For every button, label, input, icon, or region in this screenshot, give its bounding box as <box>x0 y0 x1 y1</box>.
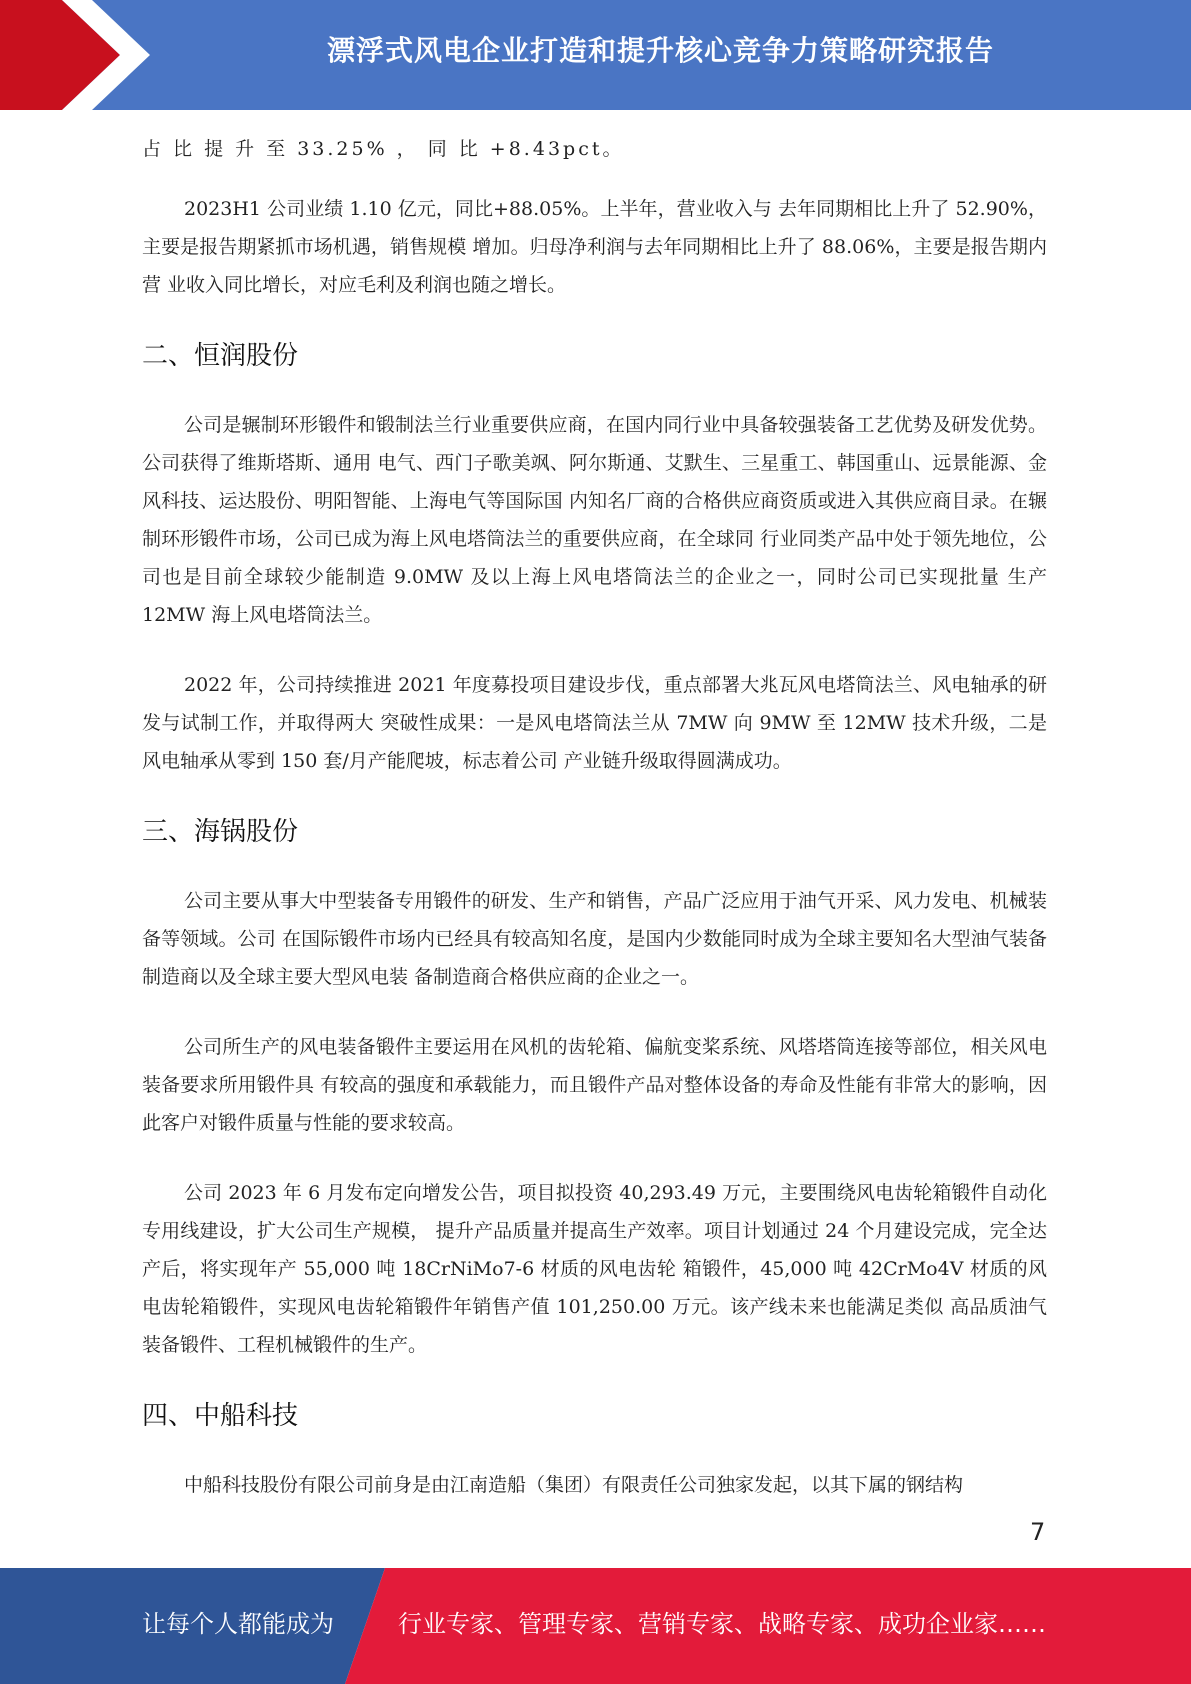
paragraph-haiguo-overview: 公司主要从事大中型装备专用锻件的研发、生产和销售，产品广泛应用于油气开采、风力发电、机械装备等领域。公司 在国际锻件市场内已经具有较高知名度，是国内少数能同时成为全球主要知名大型油气装备制造商以及全球主要大型风电装 备制造商合格供应商的企业之一。 <box>142 890 1047 988</box>
footer-banner <box>0 1568 1191 1684</box>
report-title: 漂浮式风电企业打造和提升核心竞争力策略研究报告 <box>326 34 994 67</box>
footer-slogan-right: 行业专家、管理专家、营销专家、战略专家、成功企业家…… <box>398 1610 1046 1638</box>
paragraph-haiguo-forgings: 公司所生产的风电装备锻件主要运用在风机的齿轮箱、偏航变桨系统、风塔塔筒连接等部位，相关风电装备要求所用锻件具 有较高的强度和承载能力，而且锻件产品对整体设备的寿命及性能有非常大的影响，因此客户对锻件质量与性能的要求较高。 <box>142 1036 1047 1134</box>
section-heading-henrun: 二、恒润股份 <box>142 341 299 371</box>
paragraph-henrun-2022: 2022 年，公司持续推进 2021 年度募投项目建设步伐，重点部署大兆瓦风电塔筒法兰、风电轴承的研发与试制工作，并取得两大 突破性成果：一是风电塔筒法兰从 7MW 向 9MW 至 12MW 技术升级，二是风电轴承从零到 150 套/月产能爬坡，标志着公司 产业链升级取得圆满成功。 <box>142 674 1047 772</box>
document-body <box>142 130 1047 1536</box>
section-heading-zhongchuan: 四、中船科技 <box>142 1401 299 1431</box>
section-heading-haiguo: 三、海锅股份 <box>142 817 299 847</box>
paragraph-haiguo-offering: 公司 2023 年 6 月发布定向增发公告，项目拟投资 40,293.49 万元，主要围绕风电齿轮箱锻件自动化专用线建设，扩大公司生产规模， 提升产品质量并提高生产效率。项目计划通过 24 个月建设完成，完全达产后，将实现年产 55,000 吨 18CrNiMo7-6 材质的风电齿轮 箱锻件，45,000 吨 42CrMo4V 材质的风电齿轮箱锻件，实现风电齿轮箱锻件年销售产值 101,250.00 万元。该产线未来也能满足类似 高品质油气装备锻件、工程机械锻件的生产。 <box>142 1182 1047 1356</box>
page-number: 7 <box>1030 1518 1046 1546</box>
paragraph-zhongchuan: 中船科技股份有限公司前身是由江南造船（集团）有限责任公司独家发起，以其下属的钢结构 <box>184 1474 964 1496</box>
paragraph-performance: 2023H1 公司业绩 1.10 亿元，同比+88.05%。上半年，营业收入与 去年同期相比上升了 52.90%，主要是报告期紧抓市场机遇，销售规模 增加。归母净利润与去年同期相比上升了 88.06%，主要是报告期内营 业收入同比增长，对应毛利及利润也随之增长。 <box>142 198 1047 296</box>
footer-slogan-left: 让每个人都能成为 <box>142 1610 334 1638</box>
paragraph-henrun-overview: 公司是辗制环形锻件和锻制法兰行业重要供应商，在国内同行业中具备较强装备工艺优势及研发优势。公司获得了维斯塔斯、通用 电气、西门子歌美飒、阿尔斯通、艾默生、三星重工、韩国重山、远景能源、金风科技、运达股份、明阳智能、上海电气等国际国 内知名厂商的合格供应商资质或进入其供应商目录。在辗制环形锻件市场，公司已成为海上风电塔筒法兰的重要供应商，在全球同 行业同类产品中处于领先地位，公司也是目前全球较少能制造 9.0MW 及以上海上风电塔筒法兰的企业之一，同时公司已实现批量 生产 12MW 海上风电塔筒法兰。 <box>142 414 1047 626</box>
intro-line: 占 比 提 升 至 33.25% ， 同 比 +8.43pct。 <box>142 138 625 160</box>
header-banner <box>0 0 1191 110</box>
